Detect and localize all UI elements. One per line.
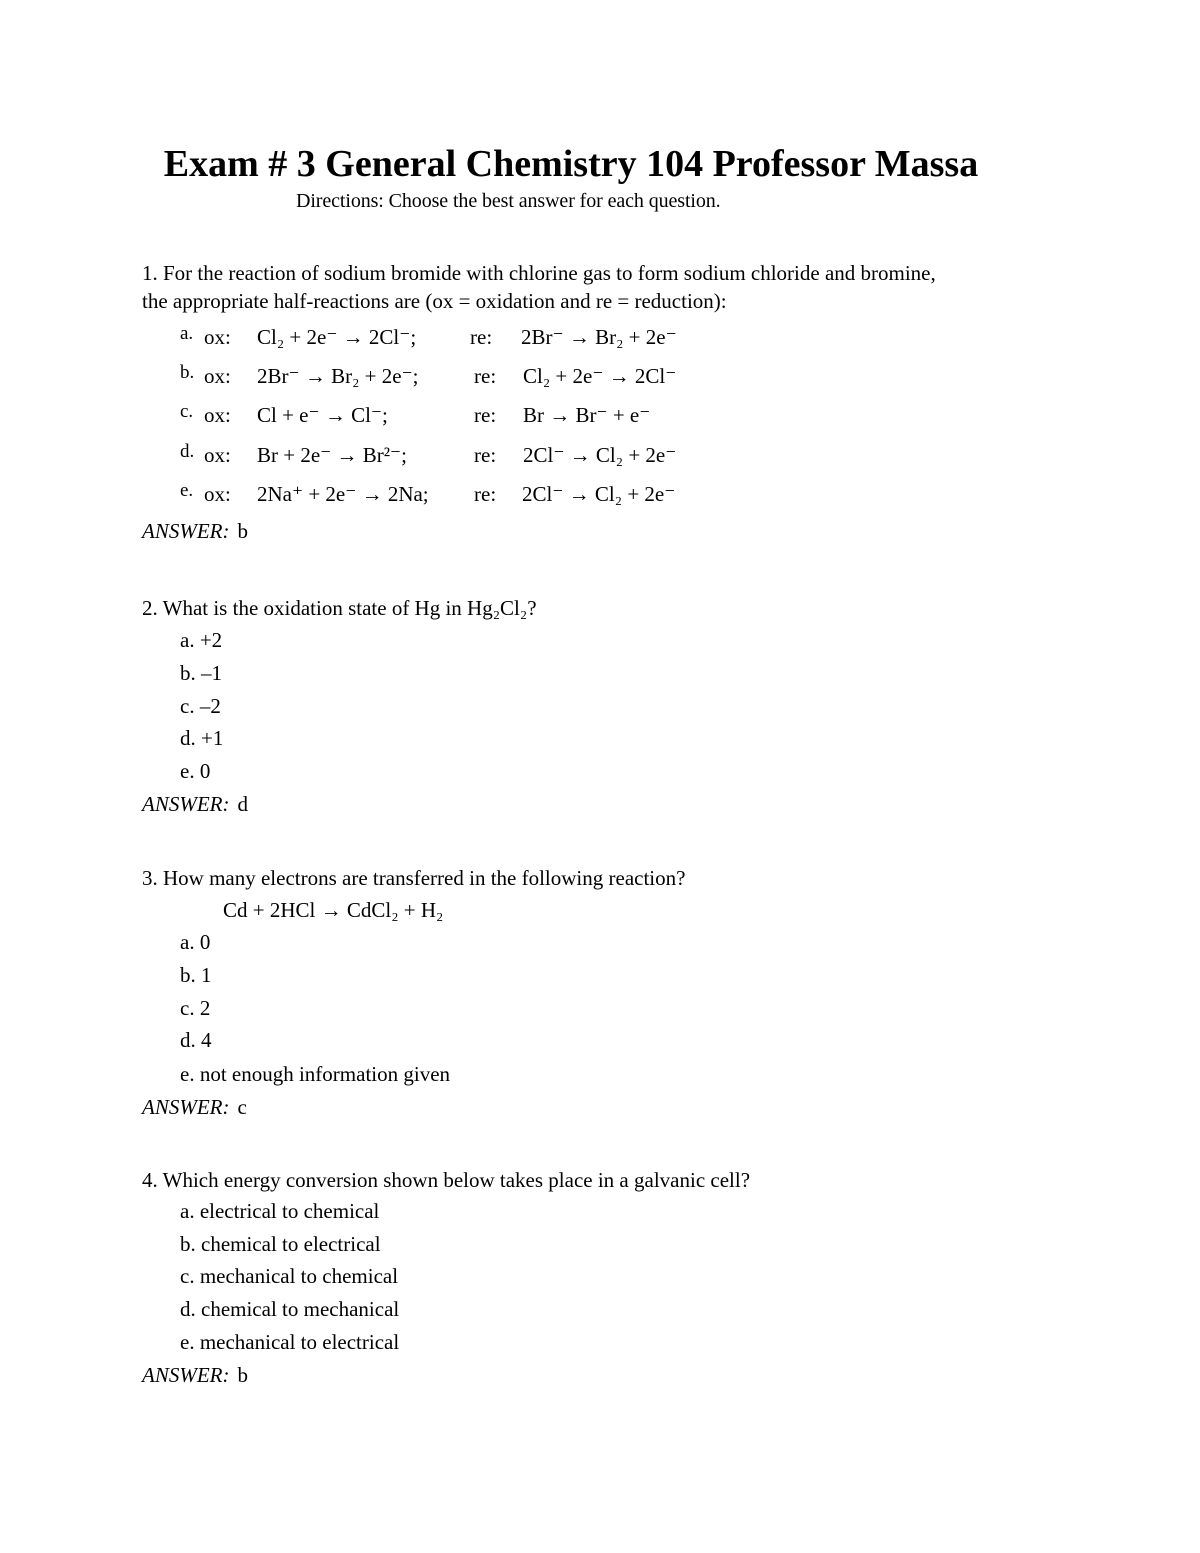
question-3-option-e: e. not enough information given: [180, 1062, 451, 1086]
re-half-reaction: 2Cl⁻ → Cl₂ + 2e⁻: [523, 443, 677, 467]
option-letter: d.: [180, 441, 195, 462]
question-1-option-a: [0, 323, 677, 353]
directions: Directions: Choose the best answer for each question.: [296, 190, 721, 212]
question-3-stem-text: 3. How many electrons are transferred in the following reaction?: [142, 866, 686, 890]
re-half-reaction: Cl₂ + 2e⁻ → 2Cl⁻: [523, 364, 677, 388]
answer-label: ANSWER:: [142, 519, 230, 543]
question-1-option-b: [0, 362, 677, 392]
answer-value: c: [237, 1095, 247, 1119]
re-half-reaction: 2Br⁻ → Br₂ + 2e⁻: [521, 325, 677, 349]
question-1-option-e: [0, 480, 676, 510]
question-3-option-a: a. 0: [180, 930, 211, 954]
question-4-stem-text: 4. Which energy conversion shown below takes place in a galvanic cell?: [142, 1168, 751, 1192]
question-2-option-b: b. –1: [180, 661, 222, 685]
question-1-option-d: [0, 441, 677, 471]
ox-half-reaction: Br + 2e⁻ → Br²⁻;: [257, 443, 407, 467]
option-letter: b.: [180, 362, 195, 383]
option-letter: a.: [180, 323, 194, 344]
question-2-option-a: a. +2: [180, 628, 223, 652]
question-4-option-c: c. mechanical to chemical: [180, 1264, 399, 1288]
question-4-answer: [142, 1361, 248, 1389]
re-label: re:: [474, 482, 497, 506]
option-letter: c.: [180, 401, 194, 422]
question-3-option-b: b. 1: [180, 963, 212, 987]
answer-label: ANSWER:: [142, 792, 230, 816]
question-2-option-c: c. –2: [180, 694, 221, 718]
ox-label: ox:: [204, 364, 231, 388]
re-label: re:: [470, 325, 493, 349]
question-2-stem: [142, 594, 537, 622]
ox-label: ox:: [204, 325, 231, 349]
re-half-reaction: 2Cl⁻ → Cl₂ + 2e⁻: [522, 482, 676, 506]
ox-label: ox:: [204, 443, 231, 467]
question-2-option-e: e. 0: [180, 759, 211, 783]
question-1-option-c: [0, 401, 651, 431]
ox-half-reaction: Cl + e⁻ → Cl⁻;: [257, 403, 388, 427]
re-label: re:: [474, 443, 497, 467]
question-3-answer: [142, 1093, 247, 1121]
question-2-option-d: d. +1: [180, 726, 224, 750]
question-3-stem: [142, 864, 685, 892]
option-letter: e.: [180, 480, 194, 501]
answer-label: ANSWER:: [142, 1363, 230, 1387]
question-1-stem: [142, 259, 936, 315]
question-4-option-b: b. chemical to electrical: [180, 1232, 381, 1256]
question-1-answer: [142, 517, 248, 545]
question-2-stem-text: 2. What is the oxidation state of Hg in Hg₂Cl₂?: [142, 596, 537, 620]
ox-half-reaction: 2Na⁺ + 2e⁻ → 2Na;: [257, 482, 429, 506]
question-3-equation: Cd + 2HCl → CdCl₂ + H₂: [223, 898, 444, 922]
answer-value: b: [237, 1363, 248, 1387]
answer-label: ANSWER:: [142, 1095, 230, 1119]
re-label: re:: [474, 364, 497, 388]
question-4-option-d: d. chemical to mechanical: [180, 1297, 400, 1321]
ox-half-reaction: Cl₂ + 2e⁻ → 2Cl⁻;: [257, 325, 417, 349]
question-1-stem-line-2: the appropriate half-reactions are (ox = oxidation and re = reduction):: [142, 289, 727, 313]
re-half-reaction: Br → Br⁻ + e⁻: [523, 403, 651, 427]
question-4-option-e: e. mechanical to electrical: [180, 1330, 400, 1354]
re-label: re:: [474, 403, 497, 427]
question-4-stem: [142, 1166, 750, 1194]
question-1-stem-line-1: 1. For the reaction of sodium bromide with chlorine gas to form sodium chloride and bromine,: [142, 261, 936, 285]
ox-label: ox:: [204, 403, 231, 427]
question-2-answer: [142, 790, 248, 818]
ox-label: ox:: [204, 482, 231, 506]
question-3-option-d: d. 4: [180, 1028, 212, 1052]
question-4-option-a: a. electrical to chemical: [180, 1199, 380, 1223]
question-3-option-c: c. 2: [180, 996, 211, 1020]
ox-half-reaction: 2Br⁻ → Br₂ + 2e⁻;: [257, 364, 419, 388]
answer-value: b: [237, 519, 248, 543]
exam-title: Exam # 3 General Chemistry 104 Professor Massa: [163, 143, 979, 185]
answer-value: d: [237, 792, 248, 816]
